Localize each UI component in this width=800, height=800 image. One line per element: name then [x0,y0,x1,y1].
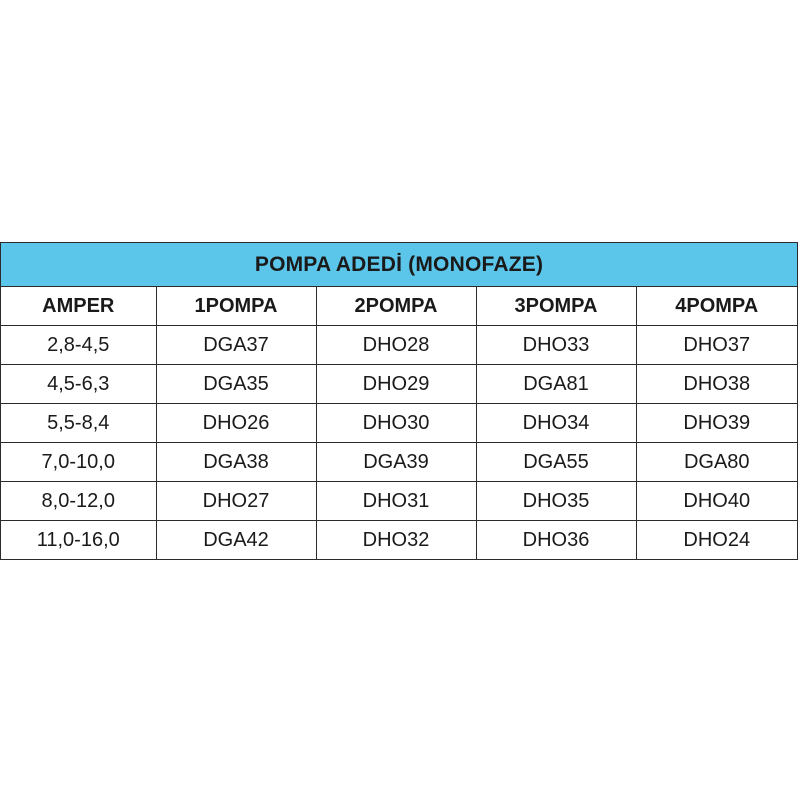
model-cell: DGA39 [316,443,476,482]
model-cell: DGA55 [476,443,636,482]
header-row [1,287,797,326]
model-cell: DHO32 [316,521,476,560]
table-row [1,404,797,443]
model-cell: DHO35 [476,482,636,521]
header-2pompa: 2POMPA [316,287,476,326]
model-cell: DHO28 [316,326,476,365]
model-cell: DHO40 [636,482,797,521]
model-cell: DHO36 [476,521,636,560]
model-cell: DHO30 [316,404,476,443]
model-cell: DGA42 [156,521,316,560]
amper-cell: 5,5-8,4 [1,404,156,443]
model-cell: DGA38 [156,443,316,482]
model-cell: DGA80 [636,443,797,482]
model-cell: DHO34 [476,404,636,443]
header-3pompa: 3POMPA [476,287,636,326]
model-cell: DGA35 [156,365,316,404]
model-cell: DHO24 [636,521,797,560]
model-cell: DHO27 [156,482,316,521]
table-title-bar [1,243,797,287]
model-cell: DHO37 [636,326,797,365]
header-1pompa: 1POMPA [156,287,316,326]
table-row [1,326,797,365]
pump-grid [1,287,797,559]
model-cell: DGA81 [476,365,636,404]
model-cell: DHO29 [316,365,476,404]
model-cell: DHO38 [636,365,797,404]
amper-cell: 7,0-10,0 [1,443,156,482]
table-row [1,443,797,482]
header-4pompa: 4POMPA [636,287,797,326]
model-cell: DGA37 [156,326,316,365]
model-cell: DHO39 [636,404,797,443]
amper-cell: 4,5-6,3 [1,365,156,404]
amper-cell: 11,0-16,0 [1,521,156,560]
table-title: POMPA ADEDİ (MONOFAZE) [254,252,544,276]
amper-cell: 8,0-12,0 [1,482,156,521]
table-row [1,365,797,404]
model-cell: DHO26 [156,404,316,443]
header-amper: AMPER [42,294,115,317]
model-cell: DHO33 [476,326,636,365]
pump-selection-table [0,242,798,560]
amper-cell: 2,8-4,5 [1,326,156,365]
model-cell: DHO31 [316,482,476,521]
table-row [1,521,797,560]
table-row [1,482,797,521]
